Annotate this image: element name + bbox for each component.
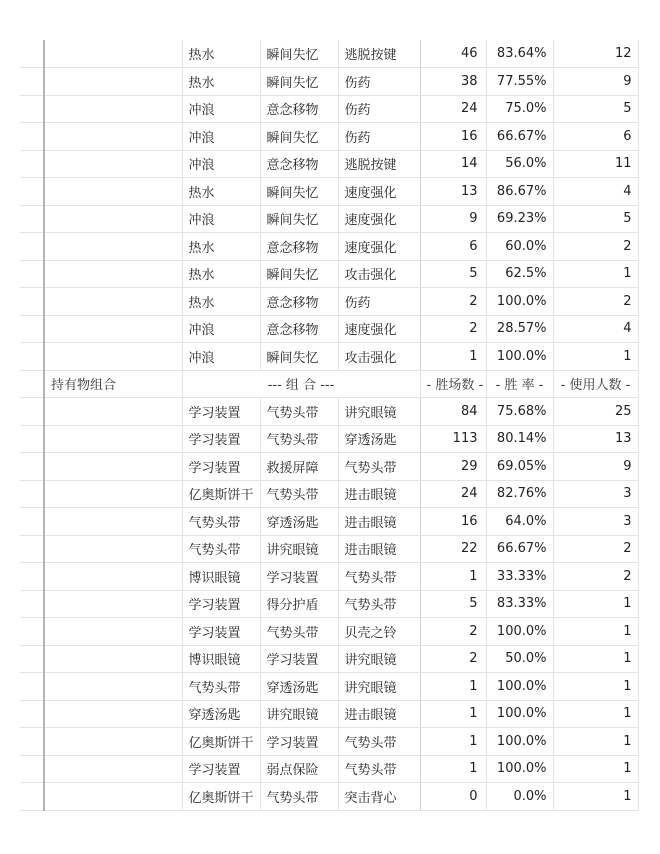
combo-header: --- 组 合 --- — [182, 370, 420, 398]
combo-item-3-cell: 讲究眼镜 — [338, 645, 420, 673]
win-rate-cell: 64.0% — [486, 508, 553, 536]
table-row — [20, 673, 638, 701]
combo-item-3-cell: 气势头带 — [338, 453, 420, 481]
wins-cell: 22 — [420, 535, 486, 563]
users-cell: 3 — [553, 508, 638, 536]
row-gutter — [20, 315, 44, 343]
wins-cell: 14 — [420, 150, 486, 178]
combo-item-2-cell: 穿透汤匙 — [260, 673, 338, 701]
wins-cell: 5 — [420, 260, 486, 288]
wins-cell: 1 — [420, 728, 486, 756]
group-label-cell — [44, 783, 182, 811]
combo-item-1-cell: 冲浪 — [182, 123, 260, 151]
wins-cell: 113 — [420, 425, 486, 453]
combo-item-2-cell: 穿透汤匙 — [260, 508, 338, 536]
group-label-cell — [44, 398, 182, 426]
group-label-cell — [44, 728, 182, 756]
row-gutter — [20, 508, 44, 536]
row-gutter — [20, 68, 44, 96]
group-label-cell — [44, 150, 182, 178]
table-row — [20, 783, 638, 811]
table-row — [20, 535, 638, 563]
wins-cell: 9 — [420, 205, 486, 233]
row-gutter — [20, 95, 44, 123]
users-cell: 1 — [553, 590, 638, 618]
combo-item-1-cell: 冲浪 — [182, 95, 260, 123]
users-cell: 3 — [553, 480, 638, 508]
combo-item-3-cell: 进击眼镜 — [338, 700, 420, 728]
combo-item-1-cell: 气势头带 — [182, 673, 260, 701]
wins-cell: 1 — [420, 700, 486, 728]
group-label-cell — [44, 233, 182, 261]
combo-item-3-cell: 伤药 — [338, 95, 420, 123]
win-rate-cell: 100.0% — [486, 618, 553, 646]
group-label-cell — [44, 645, 182, 673]
spreadsheet — [20, 40, 638, 811]
combo-item-1-cell: 博识眼镜 — [182, 563, 260, 591]
users-cell: 5 — [553, 205, 638, 233]
win-rate-cell: 100.0% — [486, 728, 553, 756]
combo-item-2-cell: 瞬间失忆 — [260, 68, 338, 96]
combo-item-3-cell: 气势头带 — [338, 755, 420, 783]
table-row — [20, 755, 638, 783]
wins-cell: 0 — [420, 783, 486, 811]
row-gutter — [20, 590, 44, 618]
win-rate-cell: 100.0% — [486, 288, 553, 316]
win-rate-cell: 82.76% — [486, 480, 553, 508]
table-row — [20, 645, 638, 673]
wins-cell: 24 — [420, 480, 486, 508]
combo-item-3-cell: 速度强化 — [338, 178, 420, 206]
row-gutter — [20, 535, 44, 563]
table-row — [20, 700, 638, 728]
win-rate-cell: 80.14% — [486, 425, 553, 453]
combo-item-3-cell: 讲究眼镜 — [338, 673, 420, 701]
row-gutter — [20, 700, 44, 728]
group-label-cell — [44, 700, 182, 728]
wins-cell: 46 — [420, 40, 486, 68]
win-rate-cell: 66.67% — [486, 123, 553, 151]
users-cell: 1 — [553, 673, 638, 701]
users-cell: 9 — [553, 453, 638, 481]
group-label-cell — [44, 453, 182, 481]
users-cell: 12 — [553, 40, 638, 68]
row-gutter — [20, 673, 44, 701]
combo-item-2-cell: 气势头带 — [260, 618, 338, 646]
wins-cell: 1 — [420, 673, 486, 701]
table-row — [20, 425, 638, 453]
group-label-cell — [44, 68, 182, 96]
table-row — [20, 315, 638, 343]
win-rate-cell: 83.64% — [486, 40, 553, 68]
group-label-cell — [44, 260, 182, 288]
combo-item-1-cell: 学习装置 — [182, 755, 260, 783]
row-gutter — [20, 233, 44, 261]
table-row — [20, 398, 638, 426]
row-gutter — [20, 260, 44, 288]
combo-item-2-cell: 意念移物 — [260, 288, 338, 316]
row-gutter — [20, 123, 44, 151]
users-cell: 2 — [553, 233, 638, 261]
combo-item-1-cell: 气势头带 — [182, 535, 260, 563]
group-label-cell — [44, 535, 182, 563]
win-rate-cell: 86.67% — [486, 178, 553, 206]
section-header-row — [20, 370, 638, 398]
users-cell: 6 — [553, 123, 638, 151]
combo-item-3-cell: 速度强化 — [338, 315, 420, 343]
row-gutter — [20, 40, 44, 68]
win-rate-cell: 33.33% — [486, 563, 553, 591]
users-cell: 2 — [553, 288, 638, 316]
group-label-cell — [44, 673, 182, 701]
combo-item-3-cell: 攻击强化 — [338, 343, 420, 371]
row-gutter — [20, 618, 44, 646]
users-header: - 使用人数 - — [553, 370, 638, 398]
combo-item-1-cell: 学习装置 — [182, 425, 260, 453]
win-rate-cell: 100.0% — [486, 673, 553, 701]
win-rate-cell: 69.05% — [486, 453, 553, 481]
table-row — [20, 618, 638, 646]
users-cell: 4 — [553, 315, 638, 343]
table-row — [20, 150, 638, 178]
wins-cell: 38 — [420, 68, 486, 96]
combo-item-1-cell: 冲浪 — [182, 150, 260, 178]
table-row — [20, 260, 638, 288]
combo-item-2-cell: 气势头带 — [260, 783, 338, 811]
win-rate-cell: 75.0% — [486, 95, 553, 123]
table-row — [20, 508, 638, 536]
wins-cell: 16 — [420, 508, 486, 536]
users-cell: 1 — [553, 728, 638, 756]
row-gutter — [20, 563, 44, 591]
combo-item-1-cell: 热水 — [182, 288, 260, 316]
table-row — [20, 95, 638, 123]
win-rate-cell: 100.0% — [486, 343, 553, 371]
combo-item-1-cell: 热水 — [182, 68, 260, 96]
combo-item-1-cell: 学习装置 — [182, 453, 260, 481]
row-gutter — [20, 205, 44, 233]
combo-item-3-cell: 穿透汤匙 — [338, 425, 420, 453]
row-gutter — [20, 343, 44, 371]
win-rate-cell: 69.23% — [486, 205, 553, 233]
users-cell: 5 — [553, 95, 638, 123]
combo-item-2-cell: 气势头带 — [260, 425, 338, 453]
table-body — [20, 40, 638, 810]
group-label-cell — [44, 40, 182, 68]
combo-item-3-cell: 伤药 — [338, 68, 420, 96]
users-cell: 1 — [553, 755, 638, 783]
combo-item-1-cell: 亿奥斯饼干 — [182, 728, 260, 756]
wins-cell: 1 — [420, 343, 486, 371]
users-cell: 11 — [553, 150, 638, 178]
row-gutter — [20, 425, 44, 453]
combo-item-2-cell: 瞬间失忆 — [260, 123, 338, 151]
combo-item-2-cell: 瞬间失忆 — [260, 40, 338, 68]
combo-item-1-cell: 学习装置 — [182, 618, 260, 646]
combo-item-2-cell: 得分护盾 — [260, 590, 338, 618]
win-rate-cell: 62.5% — [486, 260, 553, 288]
combo-item-3-cell: 速度强化 — [338, 205, 420, 233]
users-cell: 2 — [553, 535, 638, 563]
wins-cell: 16 — [420, 123, 486, 151]
wins-cell: 1 — [420, 755, 486, 783]
group-label-cell — [44, 315, 182, 343]
wins-cell: 2 — [420, 645, 486, 673]
combo-item-2-cell: 气势头带 — [260, 480, 338, 508]
combo-item-3-cell: 讲究眼镜 — [338, 398, 420, 426]
row-gutter — [20, 480, 44, 508]
users-cell: 1 — [553, 700, 638, 728]
win-rate-cell: 75.68% — [486, 398, 553, 426]
win-rate-cell: 56.0% — [486, 150, 553, 178]
combo-item-2-cell: 学习装置 — [260, 563, 338, 591]
users-cell: 1 — [553, 260, 638, 288]
users-cell: 1 — [553, 783, 638, 811]
combo-item-3-cell: 逃脱按键 — [338, 150, 420, 178]
group-label-cell — [44, 205, 182, 233]
combo-item-3-cell: 气势头带 — [338, 563, 420, 591]
combo-item-3-cell: 攻击强化 — [338, 260, 420, 288]
win-rate-cell: 0.0% — [486, 783, 553, 811]
row-gutter — [20, 783, 44, 811]
table-row — [20, 590, 638, 618]
win-rate-cell: 83.33% — [486, 590, 553, 618]
users-cell: 13 — [553, 425, 638, 453]
combo-item-3-cell: 贝壳之铃 — [338, 618, 420, 646]
row-gutter — [20, 645, 44, 673]
wins-cell: 1 — [420, 563, 486, 591]
group-label-cell — [44, 480, 182, 508]
combo-item-2-cell: 意念移物 — [260, 315, 338, 343]
combo-item-3-cell: 伤药 — [338, 288, 420, 316]
wins-cell: 2 — [420, 315, 486, 343]
win-rate-cell: 28.57% — [486, 315, 553, 343]
win-rate-cell: 66.67% — [486, 535, 553, 563]
combo-item-3-cell: 进击眼镜 — [338, 535, 420, 563]
users-cell: 2 — [553, 563, 638, 591]
combo-item-1-cell: 冲浪 — [182, 315, 260, 343]
group-label-cell — [44, 755, 182, 783]
table-row — [20, 68, 638, 96]
table-row — [20, 288, 638, 316]
table-row — [20, 178, 638, 206]
win-rate-cell: 100.0% — [486, 700, 553, 728]
wins-cell: 84 — [420, 398, 486, 426]
combo-item-1-cell: 气势头带 — [182, 508, 260, 536]
table-row — [20, 480, 638, 508]
combo-item-2-cell: 瞬间失忆 — [260, 260, 338, 288]
win-rate-cell: 77.55% — [486, 68, 553, 96]
combo-item-3-cell: 进击眼镜 — [338, 508, 420, 536]
combo-item-1-cell: 学习装置 — [182, 398, 260, 426]
row-gutter — [20, 178, 44, 206]
combo-item-3-cell: 气势头带 — [338, 590, 420, 618]
combo-item-2-cell: 救援屏障 — [260, 453, 338, 481]
group-label-cell — [44, 178, 182, 206]
combo-item-2-cell: 意念移物 — [260, 150, 338, 178]
combo-item-1-cell: 热水 — [182, 178, 260, 206]
combo-item-2-cell: 意念移物 — [260, 233, 338, 261]
table-row — [20, 205, 638, 233]
users-cell: 4 — [553, 178, 638, 206]
group-label-cell — [44, 508, 182, 536]
wins-cell: 13 — [420, 178, 486, 206]
combo-item-2-cell: 讲究眼镜 — [260, 535, 338, 563]
wins-cell: 24 — [420, 95, 486, 123]
row-gutter — [20, 755, 44, 783]
combo-item-2-cell: 瞬间失忆 — [260, 178, 338, 206]
users-cell: 1 — [553, 343, 638, 371]
combo-item-2-cell: 学习装置 — [260, 728, 338, 756]
wins-cell: 5 — [420, 590, 486, 618]
win-rate-cell: 100.0% — [486, 755, 553, 783]
row-gutter — [20, 150, 44, 178]
combo-item-3-cell: 伤药 — [338, 123, 420, 151]
row-gutter — [20, 288, 44, 316]
wins-cell: 2 — [420, 618, 486, 646]
group-label-cell — [44, 425, 182, 453]
row-gutter — [20, 398, 44, 426]
users-cell: 1 — [553, 645, 638, 673]
combo-item-1-cell: 热水 — [182, 260, 260, 288]
combo-item-1-cell: 热水 — [182, 233, 260, 261]
stats-table — [20, 40, 639, 811]
combo-item-1-cell: 学习装置 — [182, 590, 260, 618]
win-rate-cell: 60.0% — [486, 233, 553, 261]
combo-item-3-cell: 速度强化 — [338, 233, 420, 261]
combo-item-1-cell: 冲浪 — [182, 343, 260, 371]
group-label-cell — [44, 618, 182, 646]
table-row — [20, 233, 638, 261]
group-label-cell — [44, 288, 182, 316]
combo-item-2-cell: 瞬间失忆 — [260, 205, 338, 233]
combo-item-1-cell: 冲浪 — [182, 205, 260, 233]
row-gutter — [20, 370, 44, 398]
combo-item-3-cell: 进击眼镜 — [338, 480, 420, 508]
row-gutter — [20, 453, 44, 481]
table-row — [20, 563, 638, 591]
wins-header: - 胜场数 - — [420, 370, 486, 398]
row-gutter — [20, 728, 44, 756]
wins-cell: 6 — [420, 233, 486, 261]
combo-item-3-cell: 气势头带 — [338, 728, 420, 756]
combo-item-2-cell: 学习装置 — [260, 645, 338, 673]
table-row — [20, 123, 638, 151]
win-rate-cell: 50.0% — [486, 645, 553, 673]
group-label-cell — [44, 343, 182, 371]
group-label-cell — [44, 123, 182, 151]
group-label-cell — [44, 95, 182, 123]
combo-item-1-cell: 博识眼镜 — [182, 645, 260, 673]
group-label-cell — [44, 590, 182, 618]
combo-item-1-cell: 亿奥斯饼干 — [182, 480, 260, 508]
combo-item-2-cell: 瞬间失忆 — [260, 343, 338, 371]
table-row — [20, 343, 638, 371]
combo-item-3-cell: 逃脱按键 — [338, 40, 420, 68]
combo-item-2-cell: 讲究眼镜 — [260, 700, 338, 728]
wins-cell: 2 — [420, 288, 486, 316]
table-row — [20, 453, 638, 481]
users-cell: 9 — [553, 68, 638, 96]
users-cell: 1 — [553, 618, 638, 646]
win-rate-header: - 胜 率 - — [486, 370, 553, 398]
group-label-cell — [44, 563, 182, 591]
section-label: 持有物组合 — [44, 370, 182, 398]
combo-item-1-cell: 热水 — [182, 40, 260, 68]
combo-item-2-cell: 弱点保险 — [260, 755, 338, 783]
combo-item-3-cell: 突击背心 — [338, 783, 420, 811]
users-cell: 25 — [553, 398, 638, 426]
table-row — [20, 728, 638, 756]
combo-item-1-cell: 穿透汤匙 — [182, 700, 260, 728]
wins-cell: 29 — [420, 453, 486, 481]
combo-item-2-cell: 气势头带 — [260, 398, 338, 426]
combo-item-1-cell: 亿奥斯饼干 — [182, 783, 260, 811]
combo-item-2-cell: 意念移物 — [260, 95, 338, 123]
table-row — [20, 40, 638, 68]
